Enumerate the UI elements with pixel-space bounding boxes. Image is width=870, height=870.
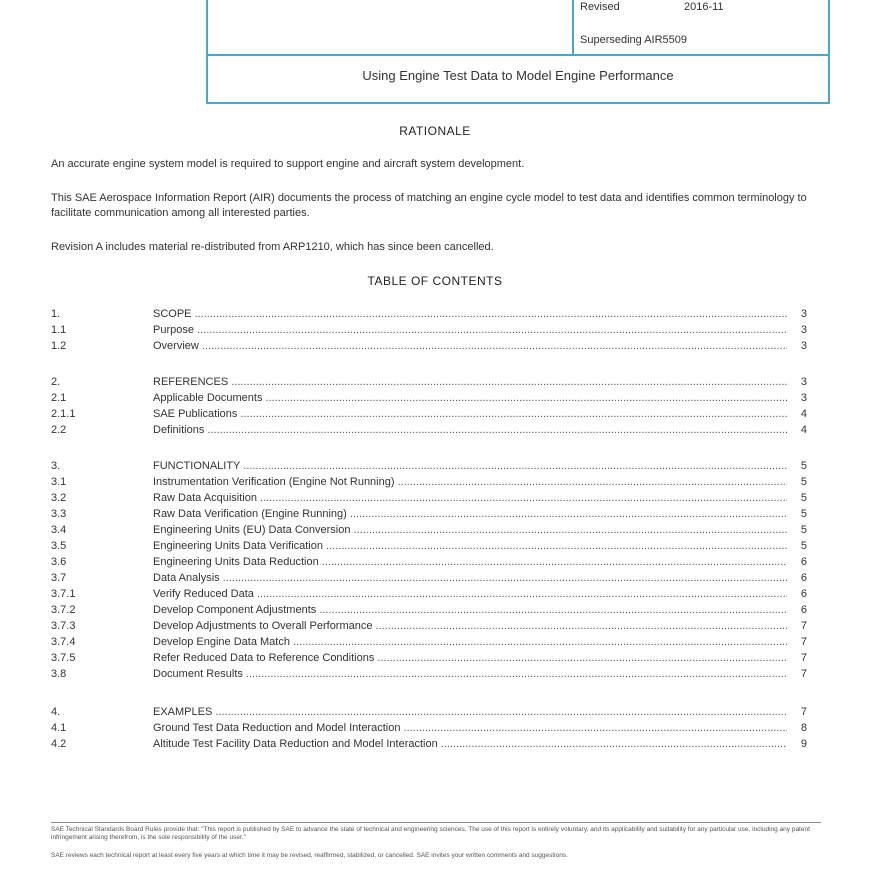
toc-number: 4.2 bbox=[51, 738, 67, 750]
footer-disclaimer: SAE Technical Standards Board Rules provide that: "This report is published by SAE to advance the state of technical and engineering sciences. The use of this report is entirely voluntary, and its applicability and suitability for any particular use, including any patent infringement arising therefrom, is the sole responsibility of the user." bbox=[51, 826, 810, 841]
toc-number: 3.4 bbox=[51, 524, 67, 536]
toc-title: FUNCTIONALITY ..... bbox=[153, 460, 787, 472]
toc-page: 3 bbox=[800, 324, 807, 336]
rationale-paragraph: This SAE Aerospace Information Report (AIR) documents the process of matching an engine cycle model to test data and identifies common terminology to facilitate communication among all interested parties. bbox=[51, 192, 807, 219]
toc-title: SCOPE ..... bbox=[153, 308, 787, 320]
rationale-heading: RATIONALE bbox=[399, 124, 471, 138]
toc-entry[interactable] bbox=[51, 392, 807, 408]
toc-title: Raw Data Acquisition ..... bbox=[153, 492, 787, 504]
toc-entry[interactable] bbox=[51, 722, 807, 738]
document-title: Using Engine Test Data to Model Engine Performance bbox=[362, 68, 674, 83]
toc-title: Overview ..... bbox=[153, 340, 787, 352]
toc-entry[interactable] bbox=[51, 492, 807, 508]
toc-title: Purpose ..... bbox=[153, 324, 787, 336]
toc-number: 3.7.5 bbox=[51, 652, 76, 664]
header-rule bbox=[208, 54, 828, 56]
toc-page: 5 bbox=[800, 492, 807, 504]
toc-number: 3.7.3 bbox=[51, 620, 76, 632]
superseding-note: Superseding AIR5509 bbox=[580, 34, 688, 46]
toc-page: 6 bbox=[800, 588, 807, 600]
toc-title: Engineering Units Data Verification ..... bbox=[153, 540, 787, 552]
revised-date: 2016-11 bbox=[684, 1, 724, 13]
toc-page: 7 bbox=[800, 636, 807, 648]
toc-entry[interactable] bbox=[51, 460, 807, 476]
toc-page: 7 bbox=[800, 706, 807, 718]
revised-label: Revised bbox=[580, 1, 620, 13]
toc-number: 3.2 bbox=[51, 492, 67, 504]
toc-number: 4.1 bbox=[51, 722, 67, 734]
toc-title: Engineering Units Data Reduction ..... bbox=[153, 556, 787, 568]
toc-title: SAE Publications ..... bbox=[153, 408, 787, 420]
toc-number: 1. bbox=[51, 308, 61, 320]
toc-page: 3 bbox=[800, 308, 807, 320]
toc-title: Engineering Units (EU) Data Conversion ..... bbox=[153, 524, 787, 536]
toc-number: 2.1 bbox=[51, 392, 67, 404]
toc-title: Develop Component Adjustments ..... bbox=[153, 604, 787, 616]
toc-entry[interactable] bbox=[51, 636, 807, 652]
toc-page: 6 bbox=[800, 604, 807, 616]
toc-entry[interactable] bbox=[51, 556, 807, 572]
toc-number: 3.7.1 bbox=[51, 588, 76, 600]
rationale-paragraph: An accurate engine system model is required to support engine and aircraft system development. bbox=[51, 158, 525, 170]
rationale-paragraph: Revision A includes material re-distributed from ARP1210, which has since been cancelled. bbox=[51, 241, 494, 253]
toc-number: 1.2 bbox=[51, 340, 67, 352]
toc-heading: TABLE OF CONTENTS bbox=[367, 274, 503, 288]
toc-title: Definitions ..... bbox=[153, 424, 787, 436]
toc-title: Instrumentation Verification (Engine Not Running) ..... bbox=[153, 476, 787, 488]
toc-number: 3.7.2 bbox=[51, 604, 76, 616]
toc-title: Applicable Documents ..... bbox=[153, 392, 787, 404]
toc-page: 6 bbox=[800, 572, 807, 584]
toc-page: 3 bbox=[800, 392, 807, 404]
toc-title: Develop Adjustments to Overall Performance ..... bbox=[153, 620, 787, 632]
toc-number: 2. bbox=[51, 376, 61, 388]
toc-number: 3.3 bbox=[51, 508, 67, 520]
toc-page: 4 bbox=[800, 424, 807, 436]
toc-page: 5 bbox=[800, 476, 807, 488]
document-header bbox=[206, 0, 830, 104]
toc-title: Refer Reduced Data to Reference Conditions ..... bbox=[153, 652, 787, 664]
toc-title: REFERENCES ..... bbox=[153, 376, 787, 388]
toc-number: 3. bbox=[51, 460, 61, 472]
toc-entry[interactable] bbox=[51, 652, 807, 668]
toc-title: Develop Engine Data Match ..... bbox=[153, 636, 787, 648]
toc-page: 7 bbox=[800, 620, 807, 632]
toc-page: 9 bbox=[800, 738, 807, 750]
toc-title: Raw Data Verification (Engine Running) ..... bbox=[153, 508, 787, 520]
toc-number: 4. bbox=[51, 706, 61, 718]
toc-entry[interactable] bbox=[51, 620, 807, 636]
toc-page: 5 bbox=[800, 540, 807, 552]
toc-title: Document Results ..... bbox=[153, 668, 787, 680]
toc-entry[interactable] bbox=[51, 738, 807, 754]
toc-entry[interactable] bbox=[51, 604, 807, 620]
toc-entry[interactable] bbox=[51, 408, 807, 424]
toc-entry[interactable] bbox=[51, 376, 807, 392]
toc-entry[interactable] bbox=[51, 572, 807, 588]
toc-number: 3.7.4 bbox=[51, 636, 76, 648]
toc-entry[interactable] bbox=[51, 668, 807, 684]
toc-number: 2.2 bbox=[51, 424, 67, 436]
toc-page: 5 bbox=[800, 460, 807, 472]
toc-number: 3.8 bbox=[51, 668, 67, 680]
toc-page: 5 bbox=[800, 508, 807, 520]
toc-number: 3.5 bbox=[51, 540, 67, 552]
toc-entry[interactable] bbox=[51, 706, 807, 722]
footer-review-note: SAE reviews each technical report at least every five years at which time it may be revised, reaffirmed, stabilized, or cancelled. SAE invites your written comments and suggestions. bbox=[51, 852, 568, 859]
toc-page: 3 bbox=[800, 376, 807, 388]
toc-page: 3 bbox=[800, 340, 807, 352]
toc-entry[interactable] bbox=[51, 324, 807, 340]
toc-title: Data Analysis ..... bbox=[153, 572, 787, 584]
toc-page: 4 bbox=[800, 408, 807, 420]
toc-number: 1.1 bbox=[51, 324, 67, 336]
toc-entry[interactable] bbox=[51, 424, 807, 440]
toc-entry[interactable] bbox=[51, 540, 807, 556]
toc-number: 3.1 bbox=[51, 476, 67, 488]
toc-title: Ground Test Data Reduction and Model Interaction ..... bbox=[153, 722, 787, 734]
toc-title: Altitude Test Facility Data Reduction and Model Interaction ..... bbox=[153, 738, 787, 750]
header-divider bbox=[572, 0, 574, 56]
footer-divider bbox=[51, 822, 821, 823]
toc-page: 7 bbox=[800, 652, 807, 664]
toc-page: 8 bbox=[800, 722, 807, 734]
toc-entry[interactable] bbox=[51, 524, 807, 540]
toc-entry[interactable] bbox=[51, 340, 807, 356]
toc-page: 7 bbox=[800, 668, 807, 680]
toc-entry[interactable] bbox=[51, 476, 807, 492]
toc-title: Verify Reduced Data ..... bbox=[153, 588, 787, 600]
toc-entry[interactable] bbox=[51, 308, 807, 324]
toc-number: 3.7 bbox=[51, 572, 67, 584]
toc-page: 5 bbox=[800, 524, 807, 536]
toc-number: 2.1.1 bbox=[51, 408, 76, 420]
toc-number: 3.6 bbox=[51, 556, 67, 568]
toc-title: EXAMPLES ..... bbox=[153, 706, 787, 718]
toc-entry[interactable] bbox=[51, 508, 807, 524]
toc-entry[interactable] bbox=[51, 588, 807, 604]
toc-page: 6 bbox=[800, 556, 807, 568]
